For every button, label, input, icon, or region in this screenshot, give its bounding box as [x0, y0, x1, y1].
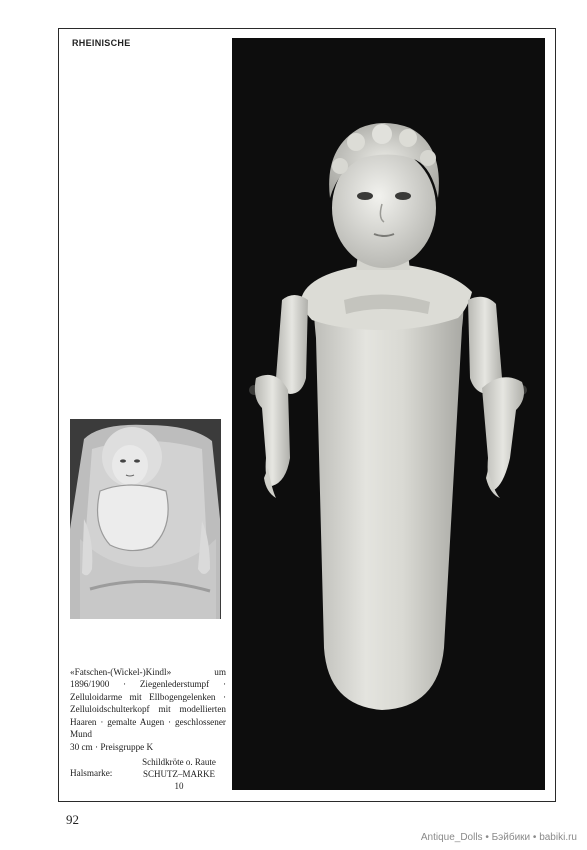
page-number: 92 [66, 812, 79, 827]
neck-mark-line-3: 10 [174, 781, 184, 791]
caption-size-price: 30 cm · Preisgruppe K [70, 742, 154, 752]
main-doll-photo [232, 38, 545, 790]
inset-doll-photo [70, 419, 221, 619]
section-header: RHEINISCHE [72, 38, 131, 48]
neck-mark-text [131, 756, 227, 792]
neck-mark-line-1: Schildkröte o. Raute [142, 757, 216, 767]
swaddled-doll-illustration [70, 419, 221, 619]
caption-text: «Fatschen-(Wickel-)Kindl» um 1896/1900 · Ziegenlederstumpf · Zelluloidarme mit Ellbogengelenken · Zelluloidschulterkopf mit modellierten Haaren · gemalte Augen · geschlossener Mund [70, 667, 226, 740]
doll-illustration [232, 38, 545, 790]
neck-mark-line-2: SCHUTZ–MARKE [142, 769, 215, 779]
watermark-text: Antique_Dolls • Бэйбики • babiki.ru [420, 832, 577, 843]
neck-mark-label: Halsmarke: [70, 768, 113, 778]
